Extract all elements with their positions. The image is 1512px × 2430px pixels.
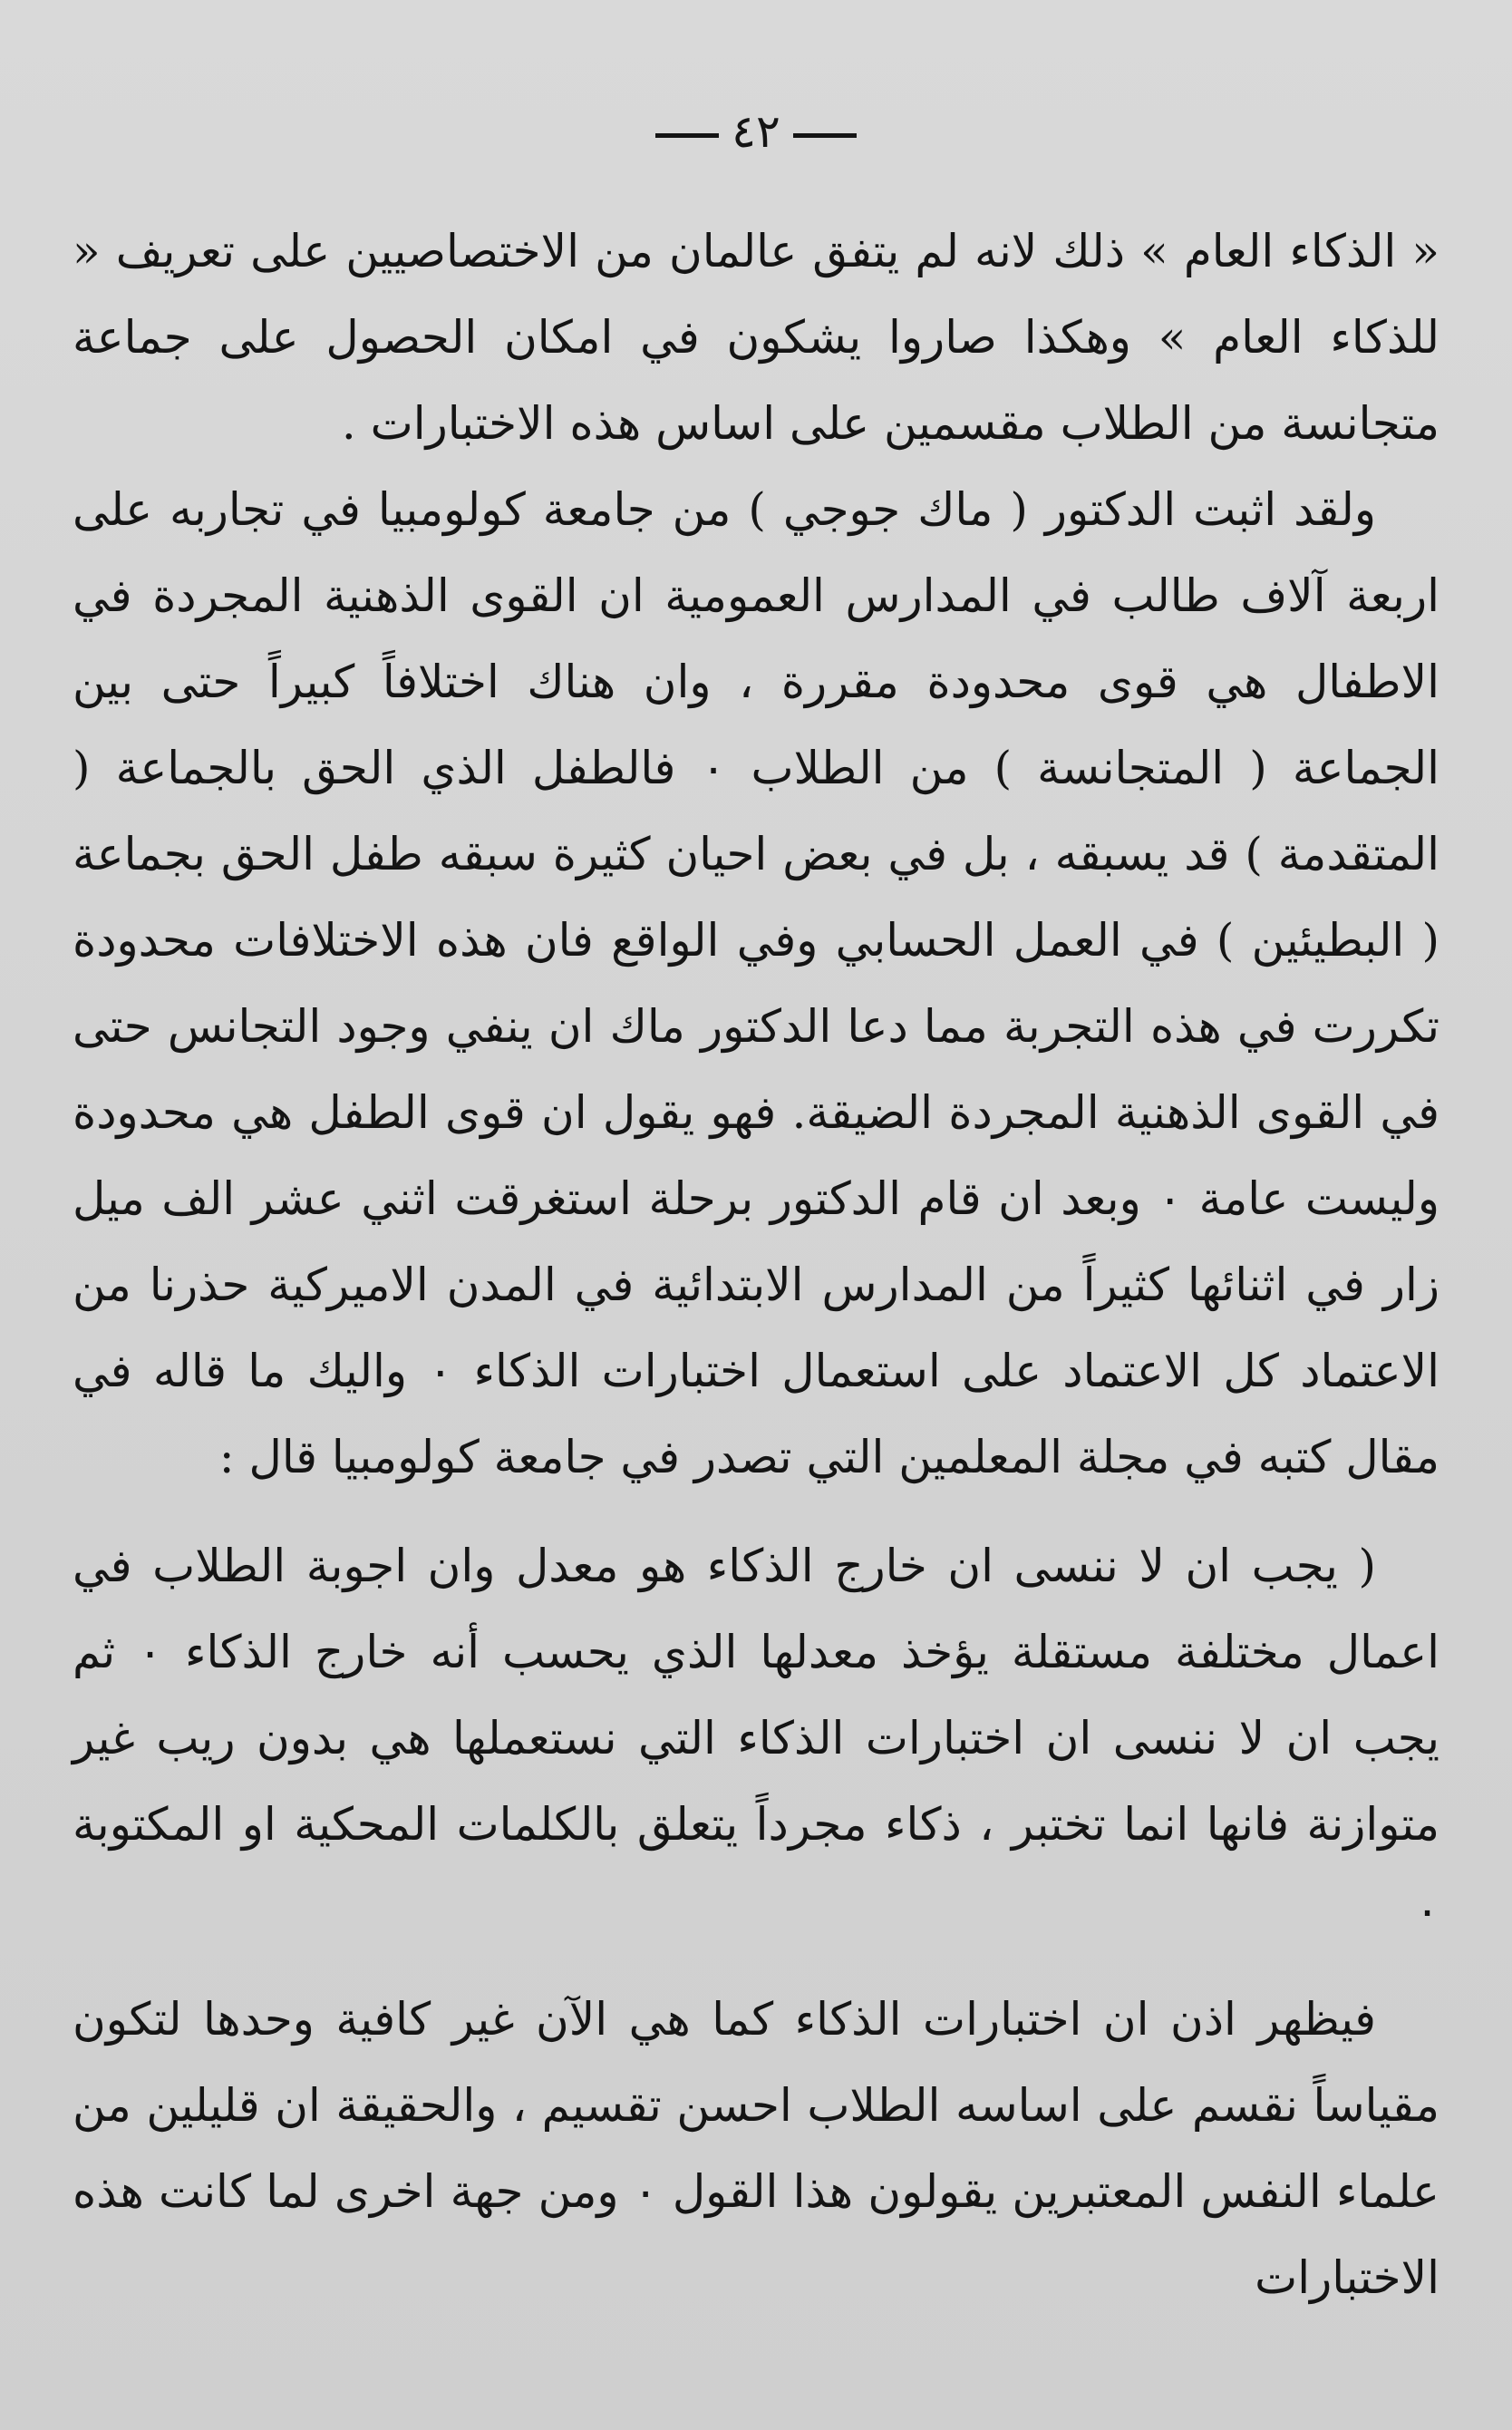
paragraph-3-quote: ( يجب ان لا ننسى ان خارج الذكاء هو معدل وان اجوبة الطلاب في اعمال مختلفة مستقلة يؤخذ معدلها الذي يحسب أنه خارج الذكاء ٠ ثم يجب ان لا ننسى ان اختبارات الذكاء التي نستعملها هي بدون ريب غير متوازنة فانها انما تختبر ، ذكاء مجرداً يتعلق بالكلمات المحكية او المكتوبة ٠	[73, 1540, 1439, 1937]
page-number-dash-right	[793, 133, 857, 138]
paragraph-1: « الذكاء العام » ذلك لانه لم يتفق عالمان من الاختصاصيين على تعريف « للذكاء العام » وهكذا صاروا يشكون في امكان الحصول على جماعة متجانسة من الطلاب مقسمين على اساس هذه الاختبارات .	[73, 225, 1439, 450]
page-number	[73, 100, 1439, 163]
page-number-dash-left	[655, 133, 719, 138]
paragraph-4: فيظهر اذن ان اختبارات الذكاء كما هي الآن غير كافية وحدها لتكون مقياساً نقسم على اساسه الطلاب احسن تقسيم ، والحقيقة ان قليلين من علماء النفس المعتبرين يقولون هذا القول ٠ ومن جهة اخرى لما كانت هذه الاختبارات	[73, 1993, 1439, 2304]
page-number-text: ٤٢	[732, 105, 780, 158]
paragraph-2: ولقد اثبت الدكتور ( ماك جوجي ) من جامعة كولومبيا في تجاربه على اربعة آلاف طالب في المدارس العمومية ان القوى الذهنية المجردة في الاطفال هي قوى محدودة مقررة ، وان هناك اختلافاً كبيراً حتى بين الجماعة ( المتجانسة ) من الطلاب ٠ فالطفل الذي الحق بالجماعة ( المتقدمة ) قد يسبقه ، بل في بعض احيان كثيرة سبقه طفل الحق بجماعة ( البطيئين ) في العمل الحسابي وفي الواقع فان هذه الاختلافات محدودة تكررت في هذه التجربة مما دعا الدكتور ماك ان ينفي وجود التجانس حتى في القوى الذهنية المجردة الضيقة. فهو يقول ان قوى الطفل هي محدودة وليست عامة ٠ وبعد ان قام الدكتور برحلة استغرقت اثني عشر الف ميل زار في اثنائها كثيراً من المدارس الابتدائية في المدن الاميركية حذرنا من الاعتماد كل الاعتماد على استعمال اختبارات الذكاء ٠ واليك ما قاله في مقال كتبه في مجلة المعلمين التي تصدر في جامعة كولومبيا قال :	[73, 483, 1440, 1483]
body-text	[73, 209, 1439, 2321]
